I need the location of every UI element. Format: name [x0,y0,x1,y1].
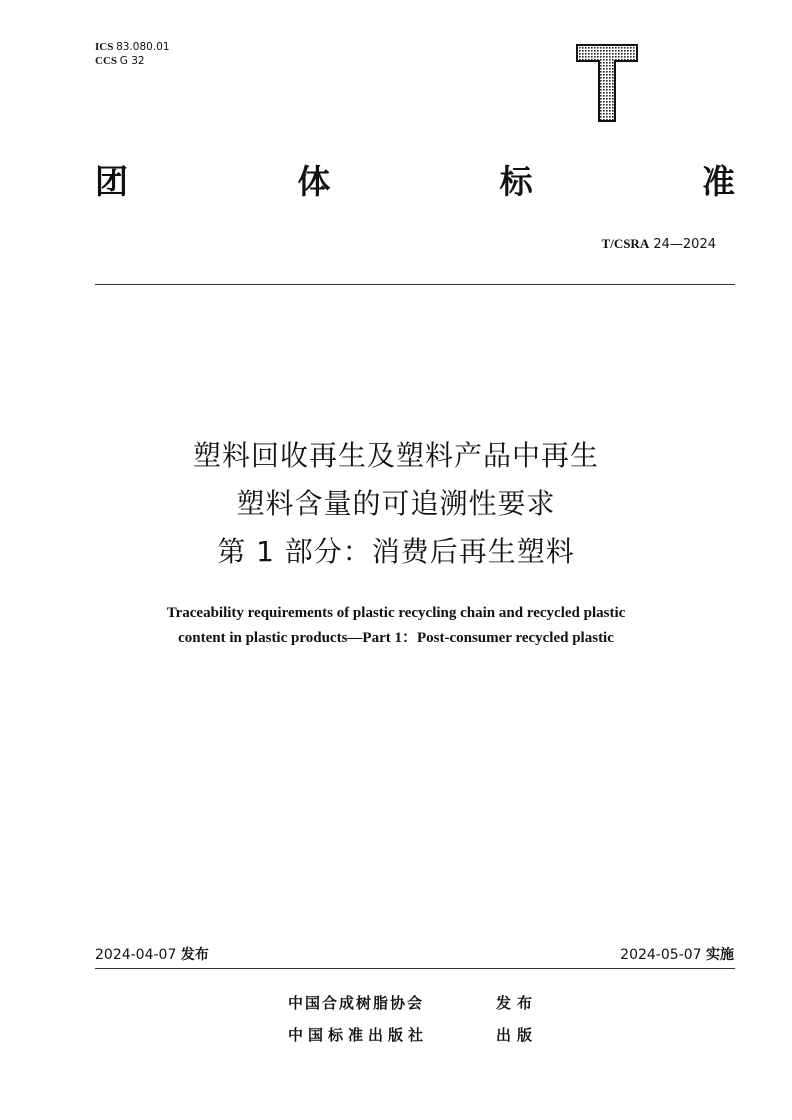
standard-t-emblem [576,44,638,122]
standard-type-char: 准 [701,162,735,201]
publisher-action: 发布 [496,994,539,1012]
standard-type-heading [95,160,735,204]
standard-type-char: 标 [499,162,533,201]
standard-type-char: 体 [297,162,331,201]
standard-number: T/CSRA 24—2024 [601,236,716,252]
title-en-line: content in plastic products—Part 1：Post-consumer recycled plastic [178,630,614,646]
title-chinese [0,432,792,576]
title-en-line: Traceability requirements of plastic recycling chain and recycled plastic [166,605,626,621]
title-cn-line: 第 1 部分：消费后再生塑料 [217,535,575,568]
issue-date: 2024-04-07 发布 [95,947,209,963]
title-english [0,601,792,651]
implement-date: 2024-05-07 实施 [620,947,734,963]
title-cn-line: 塑料含量的可追溯性要求 [236,487,556,520]
publisher-action: 出版 [496,1026,539,1044]
top-divider [95,284,735,285]
standard-type-char: 团 [95,162,128,201]
publisher-name: 中国标准出版社 [288,1026,429,1044]
bottom-divider [95,968,735,969]
classification-codes [95,40,170,68]
ccs-code: CCS G 32 [95,55,145,67]
ics-code: ICS 83.080.01 [95,41,170,53]
title-cn-line: 塑料回收再生及塑料产品中再生 [192,439,599,472]
publisher-name: 中国合成树脂协会 [288,994,425,1012]
